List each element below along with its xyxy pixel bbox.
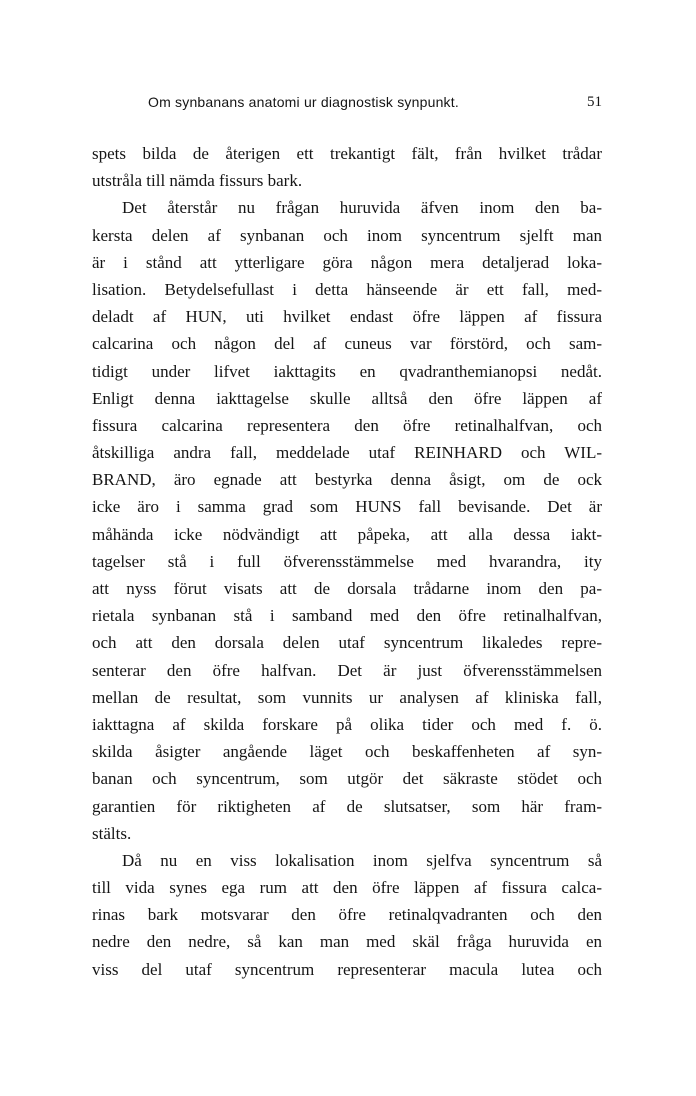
text-line: Då nu en viss lokalisation inom sjelfva syncentrum så: [122, 850, 602, 870]
text-line: och att den dorsala delen utaf syncentrum likaledes repre-: [92, 633, 602, 653]
text-line: tidigt under lifvet iakttagits en qvadranthemianopsi nedåt.: [92, 361, 602, 381]
text-line: måhända icke nödvändigt att påpeka, att alla dessa iakt-: [92, 524, 602, 544]
text-line: banan och syncentrum, som utgör det säkraste stödet och: [92, 769, 602, 789]
text-line: rietala synbanan stå i samband med den öfre retinalhalfvan,: [92, 606, 602, 626]
text-line: rinas bark motsvarar den öfre retinalqvadranten och den: [92, 905, 602, 925]
body-text: [92, 140, 602, 983]
text-line: kersta delen af synbanan och inom syncentrum sjelft man: [92, 225, 602, 245]
page-number: 51: [587, 94, 602, 110]
text-line: fissura calcarina representera den öfre retinalhalfvan, och: [92, 415, 602, 435]
text-line: Enligt denna iakttagelse skulle alltså den öfre läppen af: [92, 388, 602, 408]
text-line: spets bilda de återigen ett trekantigt fält, från hvilket trådar: [92, 144, 602, 163]
text-line: stälts.: [92, 823, 132, 843]
page-header: [92, 94, 602, 118]
text-line: tagelser stå i full öfverensstämmelse med hvarandra, ity: [92, 551, 602, 571]
text-line: BRAND, äro egnade att bestyrka denna åsigt, om de ock: [92, 470, 602, 490]
text-line: Det återstår nu frågan huruvida äfven inom den ba-: [122, 198, 602, 218]
text-line: skilda åsigter angående läget och beskaffenheten af syn-: [92, 742, 602, 762]
text-line: senterar den öfre halfvan. Det är just öfverensstämmelsen: [92, 660, 602, 680]
text-line: mellan de resultat, som vunnits ur analysen af kliniska fall,: [92, 687, 602, 707]
text-line: att nyss förut visats att de dorsala trådarne inom den pa-: [92, 579, 602, 598]
text-line: icke äro i samma grad som HUNS fall bevisande. Det är: [92, 497, 602, 517]
text-line: utstråla till nämda fissurs bark.: [92, 171, 303, 191]
text-line: lisation. Betydelsefullast i detta hänseende är ett fall, med-: [92, 279, 602, 299]
text-line: calcarina och någon del af cuneus var förstörd, och sam-: [92, 334, 602, 354]
text-line: åtskilliga andra fall, meddelade utaf REINHARD och WIL-: [92, 443, 602, 463]
text-line: garantien för riktigheten af de slutsatser, som här fram-: [92, 796, 602, 816]
text-line: är i stånd att ytterligare göra någon mera detaljerad loka-: [92, 252, 602, 272]
text-line: iakttagna af skilda forskare på olika tider och med f. ö.: [92, 714, 602, 734]
text-line: till vida synes ega rum att den öfre läppen af fissura calca-: [92, 878, 602, 898]
text-line: viss del utaf syncentrum representerar macula lutea och: [92, 959, 602, 979]
text-line: nedre den nedre, så kan man med skäl fråga huruvida en: [92, 932, 602, 952]
running-head: Om synbanans anatomi ur diagnostisk synpunkt.: [148, 94, 459, 110]
text-line: deladt af HUN, uti hvilket endast öfre läppen af fissura: [92, 307, 602, 327]
